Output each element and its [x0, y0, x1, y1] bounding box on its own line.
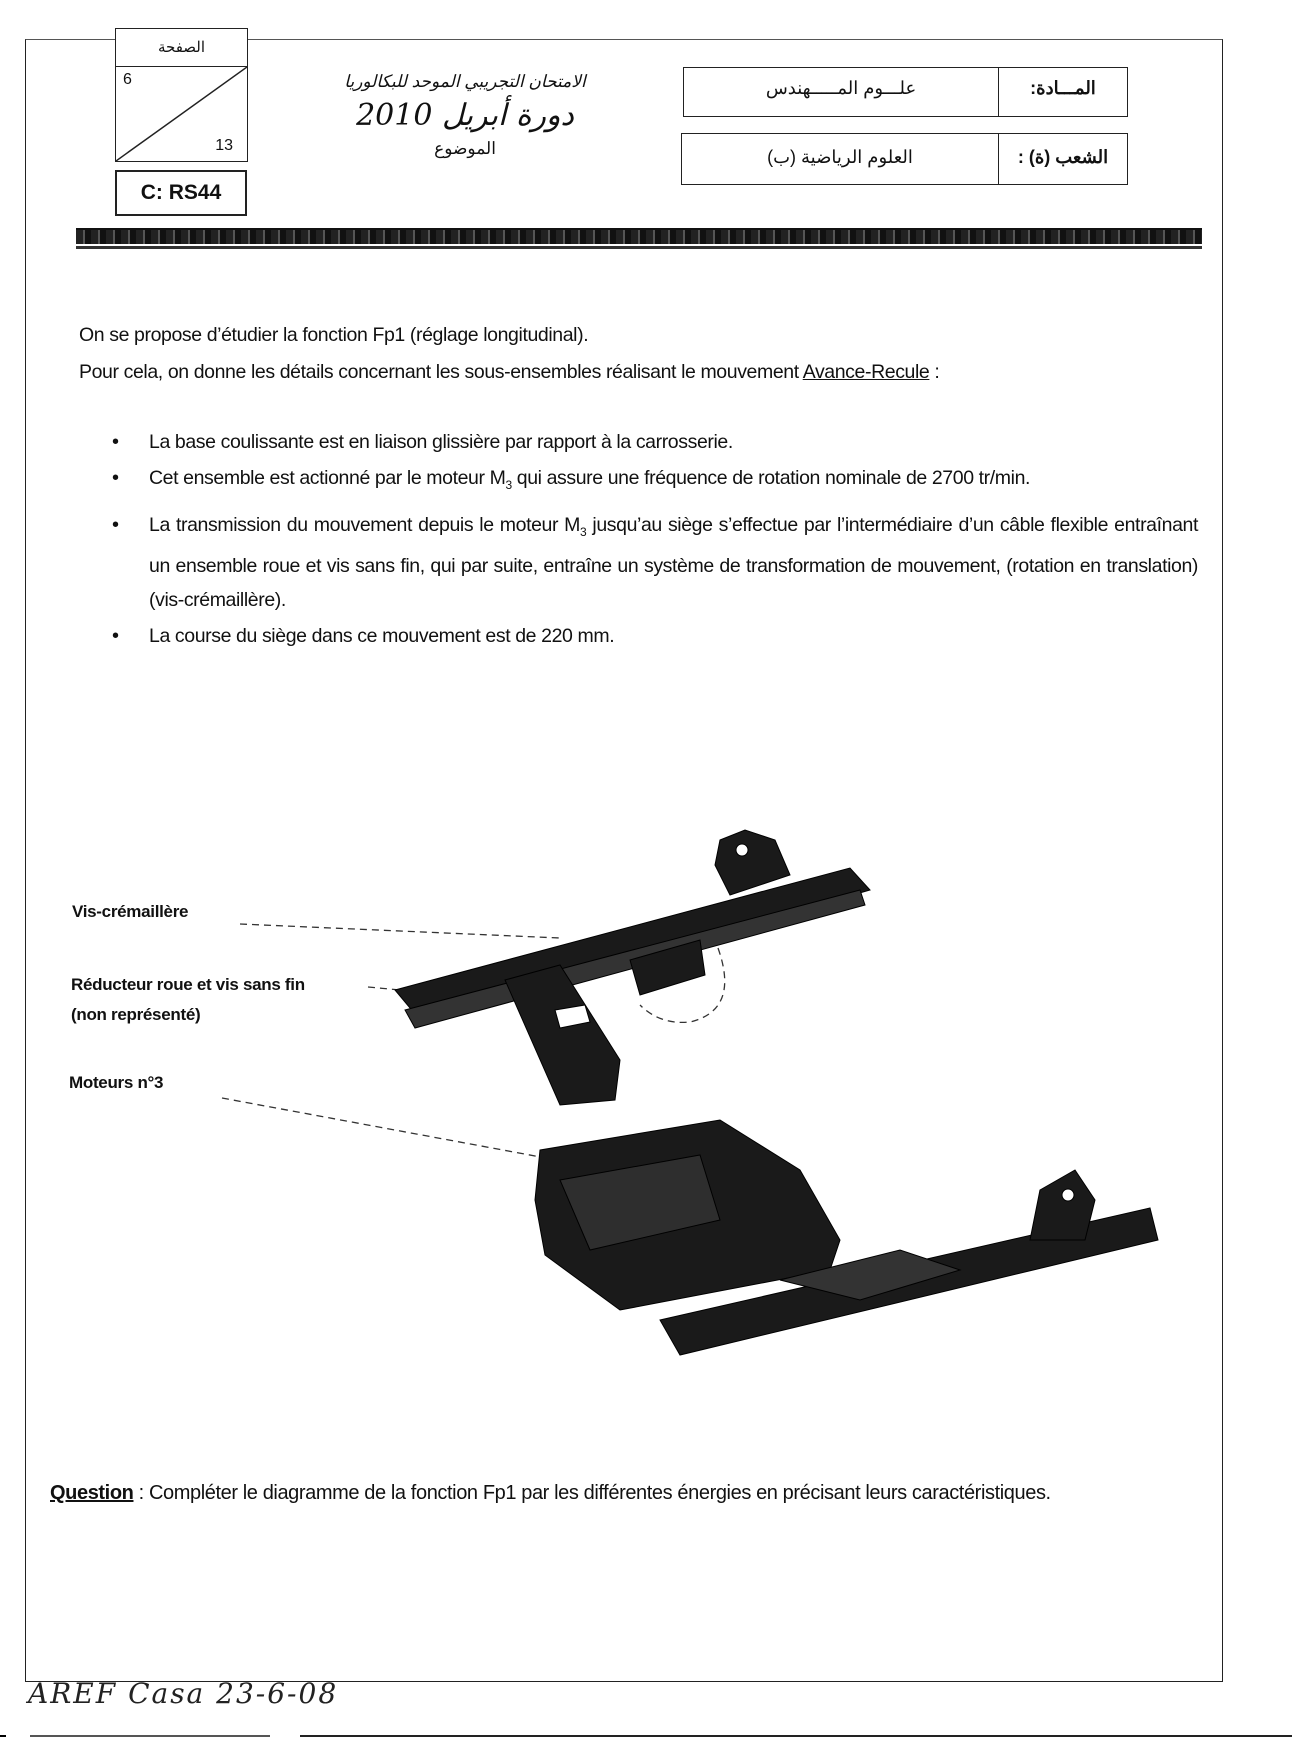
bullet-text: Cet ensemble est actionné par le moteur M	[149, 467, 506, 489]
bullet-text: jusqu’au siège s’effectue par l’intermédiaire d’un câble flexible entraînant un ensemble roue et vis sans fin, qui par suite, entraîne un système de transformation de mouvement, (rotation en translation) (vis-crémaillère).	[149, 513, 1198, 611]
header-rule	[76, 228, 1202, 244]
bullet-text: La transmission du mouvement depuis le moteur M	[149, 513, 581, 536]
list-item	[112, 425, 1198, 459]
list-item	[112, 461, 1198, 502]
page-number-box	[115, 28, 248, 162]
label-reducteur-note: (non représenté)	[71, 1005, 201, 1024]
filiere-value: العلوم الرياضية (ب)	[767, 147, 913, 167]
page-label: الصفحة	[116, 29, 247, 67]
page-total: 13	[215, 137, 233, 154]
matiere-box	[683, 67, 1128, 117]
label-vis-cremaillere: Vis-crémaillère	[72, 902, 189, 921]
intro-colon: :	[929, 361, 940, 383]
subscript: 3	[580, 524, 587, 539]
intro-line-2-text: Pour cela, on donne les détails concernant les sous-ensembles réalisant le mouvement	[79, 361, 803, 383]
bullet-text: La base coulissante est en liaison glissière par rapport à la carrosserie.	[149, 431, 733, 453]
label-reducteur: Réducteur roue et vis sans fin	[71, 975, 305, 994]
avance-recule-term: Avance-Recule	[802, 361, 930, 383]
question-text: : Compléter le diagramme de la fonction Fp1 par les différentes énergies en précisant leurs caractéristiques.	[133, 1482, 1051, 1504]
handwritten-footer: AREF Casa 23-6-08	[28, 1677, 339, 1710]
question	[50, 1476, 1130, 1510]
question-label: Question	[50, 1482, 134, 1504]
filiere-label: الشعب (ة) :	[998, 134, 1127, 184]
matiere-label: المـــادة:	[998, 68, 1127, 116]
exam-code: C: RS44	[115, 170, 247, 216]
list-item	[112, 619, 1198, 653]
bottom-scan-line	[0, 1735, 1292, 1737]
exam-session: دورة أبريل 2010	[356, 98, 574, 133]
exam-heading	[315, 72, 615, 159]
bullet-text: La course du siège dans ce mouvement est de 220 mm.	[149, 624, 615, 647]
intro-line-1: On se propose d’étudier la fonction Fp1 (réglage longitudinal).	[79, 324, 589, 346]
subject-word: الموضوع	[434, 139, 496, 158]
header-rule-bottom	[76, 246, 1202, 249]
seat-mechanism-figure	[0, 800, 1292, 1360]
exam-title: الامتحان التجريبي الموحد للبكالوريا	[344, 72, 586, 91]
bullet-text: qui assure une fréquence de rotation nominale de 2700 tr/min.	[511, 467, 1031, 489]
list-item	[112, 508, 1198, 617]
subscript: 3	[505, 477, 512, 492]
page-current: 6	[123, 71, 132, 88]
details-list	[112, 425, 1198, 655]
intro-line-2	[79, 355, 939, 389]
seat-mechanism-image	[395, 830, 1158, 1355]
label-moteur: Moteurs n°3	[69, 1073, 164, 1092]
matiere-value: علـــوم المـــــهندس	[765, 78, 917, 98]
filiere-box	[681, 133, 1128, 185]
